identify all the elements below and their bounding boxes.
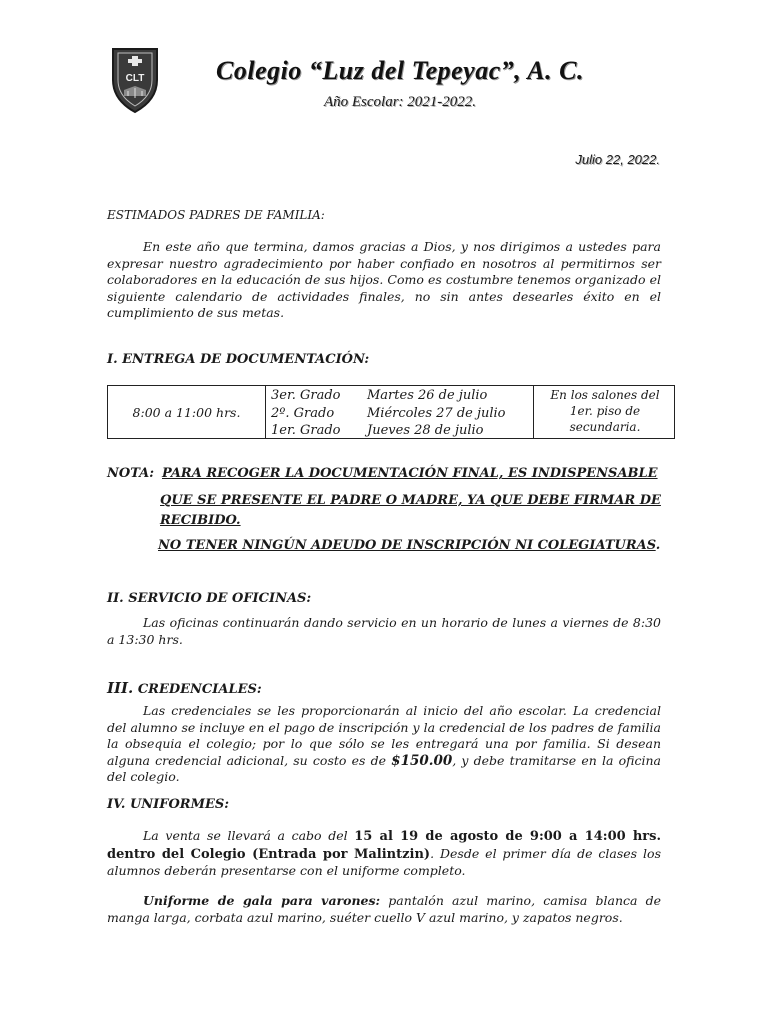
nota-line-1: PARA RECOGER LA DOCUMENTACIÓN FINAL, ES INDISPENSABLE: [162, 466, 658, 481]
nota-line-2: QUE SE PRESENTE EL PADRE O MADRE, YA QUE DEBE FIRMAR DE: [160, 493, 661, 508]
school-year: Año Escolar: 2021-2022.: [323, 94, 477, 110]
documentation-schedule-table: [107, 385, 675, 439]
uniform-gala-title: Uniforme de gala para varones:: [143, 893, 381, 908]
nota-line-4-end: .: [655, 538, 661, 553]
grade-label: 2º. Grado: [271, 405, 335, 421]
logo-text: CLT: [125, 73, 145, 84]
uniform-gala-text: pantalón azul marino, camisa blanca de manga larga, corbata azul marino, suéter cuello V azul marino, y zapatos negros.: [107, 893, 661, 925]
grade-day: Miércoles 27 de julio: [367, 405, 506, 421]
grade-label: 1er. Grado: [271, 423, 341, 438]
school-logo: [110, 46, 160, 114]
section-documentation-title: I. ENTREGA DE DOCUMENTACIÓN:: [107, 352, 370, 367]
schedule-place: [534, 386, 676, 438]
credentials-text-before: Las credenciales se les proporcionarán al inicio del año escolar. La credencial del alumno se incluye en el pago de inscripción y la credencial de los padres de familia la obsequia el colegio; por lo que sólo se les entregará una por familia. Si desean alguna credencial adicional, su costo es de: [107, 703, 661, 768]
credentials-roman: III.: [107, 679, 134, 697]
intro-paragraph: En este año que termina, damos gracias a Dios, y nos dirigimos a ustedes para expresar nuestro agradecimiento por haber confiado en nosotros al permitirnos ser colaboradores en la educación de sus hijos. Como es costumbre tenemos organizado el siguiente calendario de actividades finales, no sin antes desearles éxito en el cumplimiento de sus metas.: [107, 239, 661, 320]
grade-label: 3er. Grado: [271, 388, 341, 403]
offices-paragraph: Las oficinas continuarán dando servicio en un horario de lunes a viernes de 8:30 a 13:30 hrs.: [107, 615, 661, 647]
credentials-paragraph: [107, 703, 661, 786]
section-offices-title: II. SERVICIO DE OFICINAS:: [107, 591, 312, 606]
nota-line-4: [158, 538, 660, 553]
schedule-row: [271, 422, 533, 440]
nota-line-3: RECIBIDO.: [160, 513, 241, 528]
uniform-sale-dates: 15 al 19 de agosto de 9:00 a 14:00 hrs. dentro del Colegio (Entrada por Malintzin): [107, 829, 661, 862]
schedule-row: [271, 387, 533, 405]
uniform-sale-paragraph: [107, 828, 661, 880]
uniform-sale-before: La venta se llevará a cabo del: [143, 828, 355, 843]
credentials-cost: $150.00: [391, 752, 453, 769]
schedule-time: 8:00 a 11:00 hrs.: [108, 386, 266, 438]
grade-day: Jueves 28 de julio: [367, 423, 484, 438]
uniform-gala-paragraph: [107, 893, 661, 926]
nota-label: NOTA:: [107, 466, 155, 481]
uniform-sale-after: . Desde el primer día de clases los alumnos deberán presentarse con el uniforme completo.: [107, 845, 661, 878]
credentials-title-text: CREDENCIALES:: [137, 682, 262, 697]
credentials-text-after: , y debe tramitarse en la oficina del colegio.: [107, 752, 661, 784]
schedule-row: [271, 405, 533, 423]
schedule-place-text: En los salones del 1er. piso de secundaria.: [550, 388, 660, 434]
schedule-grades: [266, 386, 534, 438]
section-credentials-title: [107, 679, 262, 697]
greeting: ESTIMADOS PADRES DE FAMILIA:: [107, 208, 325, 222]
nota-line-4-text: NO TENER NINGÚN ADEUDO DE INSCRIPCIÓN NI COLEGIATURAS: [158, 538, 656, 553]
section-uniforms-title: IV. UNIFORMES:: [107, 797, 230, 812]
letter-date: Julio 22, 2022.: [575, 152, 660, 167]
grade-day: Martes 26 de julio: [367, 388, 488, 403]
school-name: Colegio “Luz del Tepeyac”, A. C.: [216, 56, 584, 85]
